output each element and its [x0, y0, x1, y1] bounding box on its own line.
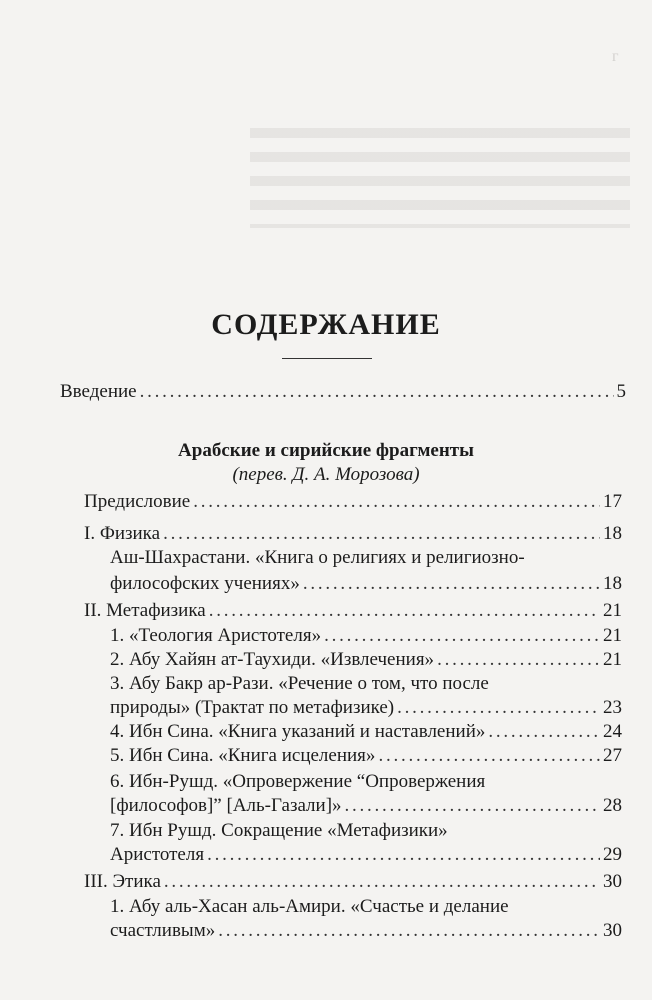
bleed-through-text: [250, 128, 630, 228]
toc-page-number: 5: [616, 381, 626, 402]
section-translator: (перев. Д. А. Морозова): [232, 464, 420, 485]
toc-entry-physics: [84, 522, 622, 546]
toc-page-number: 29: [603, 844, 622, 865]
toc-page-number: 21: [603, 649, 622, 670]
toc-entry-label: Предисловие: [84, 491, 191, 512]
toc-entry-intro: [60, 380, 626, 404]
toc-subentry: [110, 744, 622, 768]
toc-entry-label: Аристотеля: [110, 844, 205, 865]
toc-subentry: [110, 794, 622, 818]
toc-subentry: [110, 843, 622, 867]
toc-entry-preface: [84, 490, 622, 514]
leader-dots: [140, 380, 614, 404]
section-heading: Арабские и сирийские фрагменты: [178, 440, 474, 461]
toc-subentry-line: Аш-Шахрастани. «Книга о религиях и религиозно-: [110, 547, 525, 568]
toc-subentry: [110, 696, 622, 720]
toc-page-number: 23: [603, 697, 622, 718]
leader-dots: [488, 720, 600, 744]
leader-dots: [207, 843, 600, 867]
toc-page-number: 24: [603, 721, 622, 742]
toc-entry-label: I. Физика: [84, 523, 161, 544]
leader-dots: [437, 648, 600, 672]
toc-entry-label: 5. Ибн Сина. «Книга исцеления»: [110, 745, 376, 766]
toc-page-number: 18: [603, 523, 622, 544]
toc-page-number: 21: [603, 600, 622, 621]
toc-page-number: 21: [603, 625, 622, 646]
leader-dots: [324, 624, 600, 648]
toc-entry-label: философских учениях»: [110, 573, 300, 594]
toc-subentry-line: 3. Абу Бакр ар-Рази. «Речение о том, что после: [110, 673, 489, 694]
page-title: СОДЕРЖАНИЕ: [211, 308, 441, 341]
toc-entry-ethics: [84, 870, 622, 894]
leader-dots: [345, 794, 600, 818]
leader-dots: [164, 870, 600, 894]
toc-page-number: 27: [603, 745, 622, 766]
leader-dots: [378, 744, 600, 768]
toc-page-number: 18: [603, 573, 622, 594]
toc-page-number: 17: [603, 491, 622, 512]
title-divider: [282, 358, 372, 359]
toc-entry-label: 4. Ибн Сина. «Книга указаний и наставлений»: [110, 721, 486, 742]
toc-entry-label: счастливым»: [110, 920, 216, 941]
leader-dots: [397, 696, 600, 720]
leader-dots: [218, 919, 600, 943]
toc-subentry: [110, 572, 622, 596]
toc-subentry: [110, 919, 622, 943]
toc-subentry: [110, 624, 622, 648]
toc-subentry: [110, 648, 622, 672]
toc-entry-label: [философов]” [Аль-Газали]»: [110, 795, 342, 816]
toc-entry-metaphysics: [84, 599, 622, 623]
leader-dots: [163, 522, 600, 546]
toc-subentry-line: 1. Абу аль-Хасан аль-Амири. «Счастье и делание: [110, 896, 509, 917]
toc-entry-label: 2. Абу Хайян ат-Таухиди. «Извлечения»: [110, 649, 435, 670]
toc-page-number: 28: [603, 795, 622, 816]
toc-subentry: [110, 720, 622, 744]
toc-entry-label: природы» (Трактат по метафизике): [110, 697, 395, 718]
leader-dots: [209, 599, 600, 623]
toc-subentry-line: 7. Ибн Рушд. Сокращение «Метафизики»: [110, 820, 448, 841]
leader-dots: [303, 572, 600, 596]
toc-entry-label: Введение: [60, 381, 137, 402]
toc-entry-label: II. Метафизика: [84, 600, 206, 621]
toc-page-number: 30: [603, 871, 622, 892]
leader-dots: [193, 490, 600, 514]
toc-subentry-line: 6. Ибн-Рушд. «Опровержение “Опровержения: [110, 771, 486, 792]
toc-entry-label: III. Этика: [84, 871, 161, 892]
toc-page-number: 30: [603, 920, 622, 941]
bleed-through-mark: г: [612, 48, 619, 65]
toc-entry-label: 1. «Теология Аристотеля»: [110, 625, 322, 646]
